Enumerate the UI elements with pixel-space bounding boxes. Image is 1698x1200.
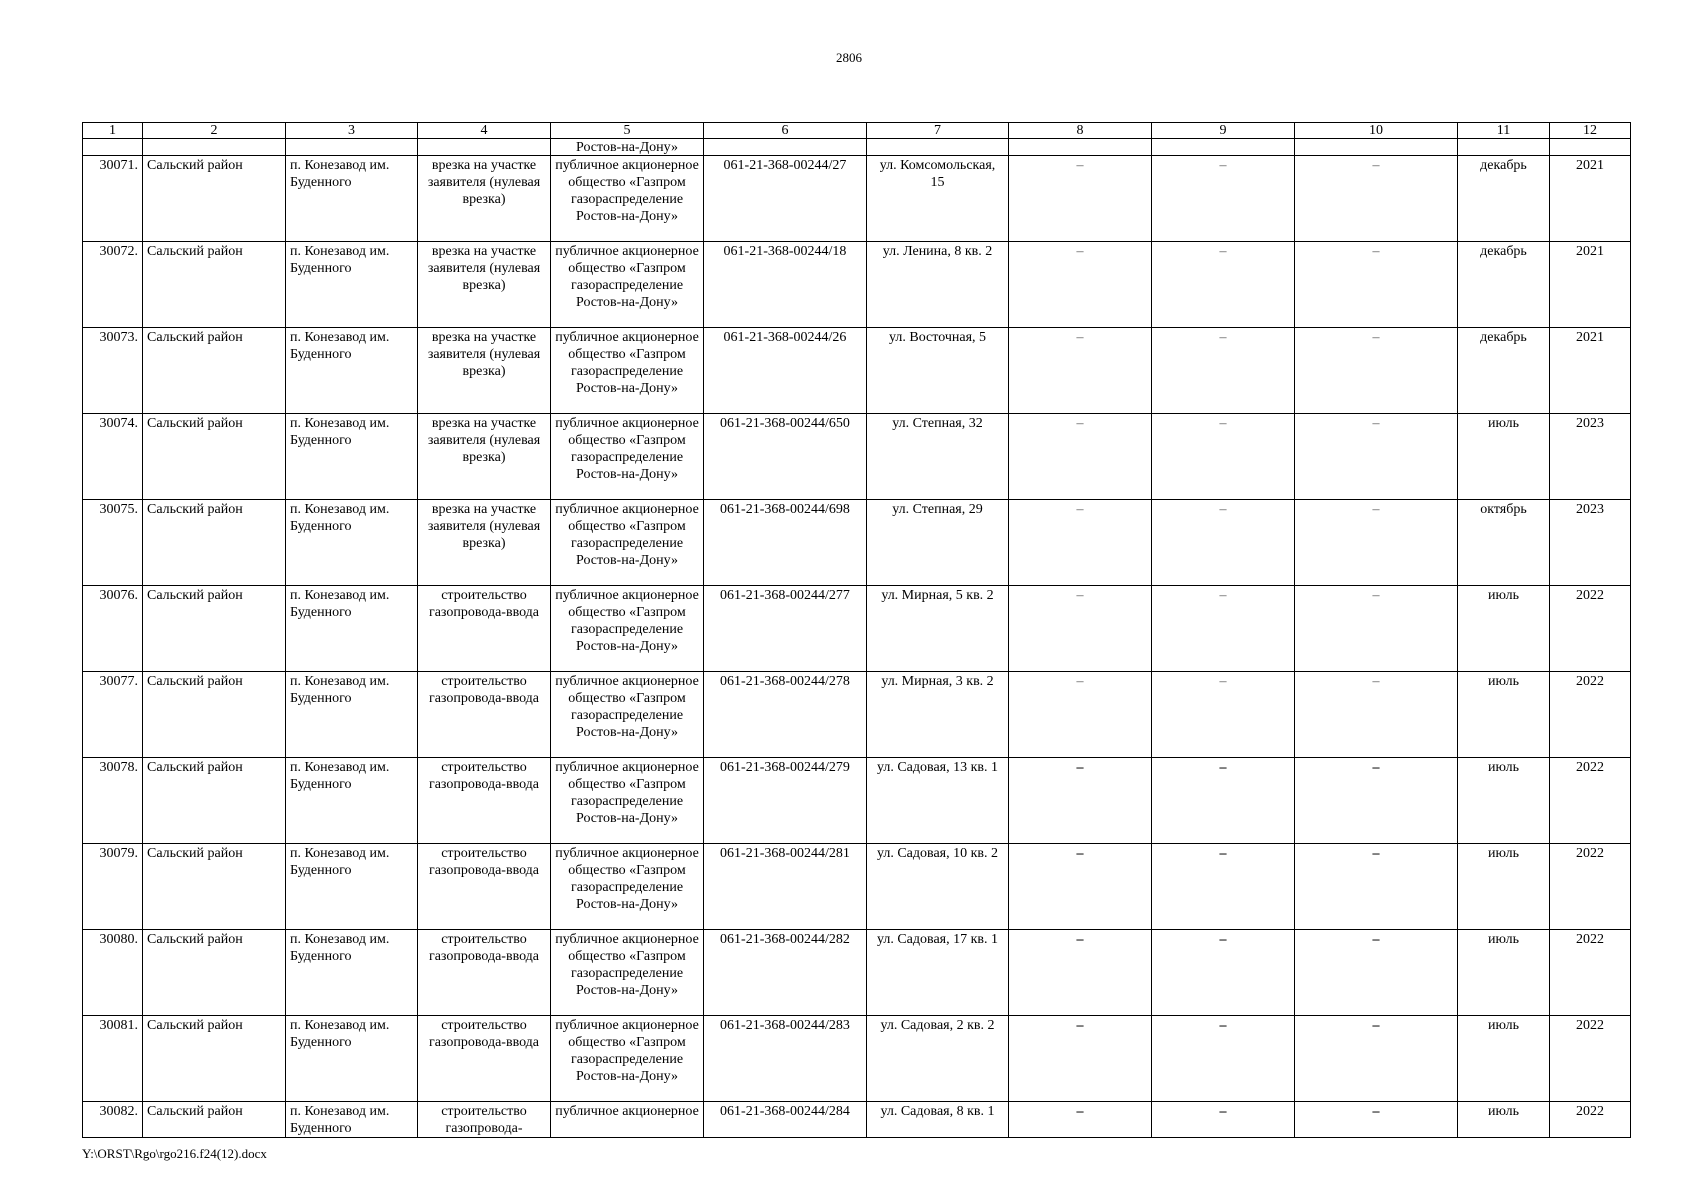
col8-cell: –: [1009, 156, 1152, 242]
col10-cell: –: [1295, 930, 1458, 1016]
month-cell: октябрь: [1458, 500, 1550, 586]
registration-code-cell: 061-21-368-00244/27: [704, 156, 867, 242]
district-cell: Сальский район: [143, 242, 286, 328]
year-cell: 2023: [1550, 500, 1631, 586]
col8-cell: –: [1009, 414, 1152, 500]
table-row: [83, 844, 1631, 930]
address-cell: ул. Мирная, 5 кв. 2: [867, 586, 1009, 672]
col10-cell: –: [1295, 328, 1458, 414]
address-cell: ул. Садовая, 10 кв. 2: [867, 844, 1009, 930]
col10-cell: –: [1295, 414, 1458, 500]
registration-code-cell: 061-21-368-00244/26: [704, 328, 867, 414]
registration-code-cell: 061-21-368-00244/284: [704, 1102, 867, 1138]
table-row: [83, 328, 1631, 414]
col8-cell: –: [1009, 500, 1152, 586]
work-type-cell: врезка на участке заявителя (нулевая врезка): [418, 156, 551, 242]
work-type-cell: строительство газопровода-ввода: [418, 1016, 551, 1102]
settlement-cell: п. Конезавод им. Буденного: [286, 1102, 418, 1138]
table-row: [83, 758, 1631, 844]
organization-cell: публичное акционерное общество «Газпром газораспределение Ростов-на-Дону»: [551, 586, 704, 672]
col8-cell: –: [1009, 672, 1152, 758]
month-cell: июль: [1458, 586, 1550, 672]
registration-code-cell: 061-21-368-00244/281: [704, 844, 867, 930]
column-header: 7: [867, 123, 1009, 139]
row-number: 30082.: [83, 1102, 143, 1138]
organization-cell: публичное акционерное общество «Газпром газораспределение Ростов-на-Дону»: [551, 758, 704, 844]
col10-cell: –: [1295, 156, 1458, 242]
address-cell: ул. Мирная, 3 кв. 2: [867, 672, 1009, 758]
table-row: [83, 500, 1631, 586]
year-cell: 2022: [1550, 672, 1631, 758]
work-type-cell: строительство газопровода-ввода: [418, 930, 551, 1016]
column-header: 8: [1009, 123, 1152, 139]
col10-cell: –: [1295, 1016, 1458, 1102]
year-cell: 2021: [1550, 242, 1631, 328]
col8-cell: –: [1009, 242, 1152, 328]
row-number: 30075.: [83, 500, 143, 586]
row-number: 30081.: [83, 1016, 143, 1102]
work-type-cell: строительство газопровода-ввода: [418, 758, 551, 844]
address-cell: ул. Ленина, 8 кв. 2: [867, 242, 1009, 328]
column-header: 4: [418, 123, 551, 139]
col10-cell: –: [1295, 500, 1458, 586]
district-cell: Сальский район: [143, 930, 286, 1016]
row-number: 30074.: [83, 414, 143, 500]
registration-code-cell: 061-21-368-00244/278: [704, 672, 867, 758]
table-row: [83, 930, 1631, 1016]
year-cell: 2022: [1550, 1102, 1631, 1138]
year-cell: 2022: [1550, 586, 1631, 672]
col8-cell: –: [1009, 844, 1152, 930]
table-row: [83, 156, 1631, 242]
row-number: 30076.: [83, 586, 143, 672]
registration-code-cell: 061-21-368-00244/279: [704, 758, 867, 844]
table-row: [83, 586, 1631, 672]
month-cell: декабрь: [1458, 242, 1550, 328]
column-header: 9: [1152, 123, 1295, 139]
work-type-cell: строительство газопровода-ввода: [418, 586, 551, 672]
month-cell: июль: [1458, 1102, 1550, 1138]
month-cell: июль: [1458, 414, 1550, 500]
organization-cell: публичное акционерное общество «Газпром газораспределение Ростов-на-Дону»: [551, 1016, 704, 1102]
address-cell: ул. Садовая, 2 кв. 2: [867, 1016, 1009, 1102]
settlement-cell: п. Конезавод им. Буденного: [286, 758, 418, 844]
work-type-cell: строительство газопровода-: [418, 1102, 551, 1138]
address-cell: ул. Комсомольская, 15: [867, 156, 1009, 242]
settlement-cell: п. Конезавод им. Буденного: [286, 1016, 418, 1102]
col10-cell: –: [1295, 758, 1458, 844]
year-cell: 2022: [1550, 844, 1631, 930]
col9-cell: –: [1152, 1016, 1295, 1102]
organization-cell: публичное акционерное общество «Газпром газораспределение Ростов-на-Дону»: [551, 414, 704, 500]
settlement-cell: п. Конезавод им. Буденного: [286, 156, 418, 242]
settlement-cell: п. Конезавод им. Буденного: [286, 500, 418, 586]
year-cell: 2021: [1550, 156, 1631, 242]
column-header: 3: [286, 123, 418, 139]
col8-cell: –: [1009, 758, 1152, 844]
year-cell: 2022: [1550, 758, 1631, 844]
organization-cell: публичное акционерное общество «Газпром газораспределение Ростов-на-Дону»: [551, 156, 704, 242]
col9-cell: –: [1152, 328, 1295, 414]
table-row: [83, 1102, 1631, 1138]
col9-cell: –: [1152, 844, 1295, 930]
year-cell: 2022: [1550, 1016, 1631, 1102]
district-cell: Сальский район: [143, 758, 286, 844]
work-type-cell: строительство газопровода-ввода: [418, 672, 551, 758]
settlement-cell: п. Конезавод им. Буденного: [286, 586, 418, 672]
col10-cell: –: [1295, 586, 1458, 672]
organization-cell: публичное акционерное общество «Газпром газораспределение Ростов-на-Дону»: [551, 328, 704, 414]
column-header: 2: [143, 123, 286, 139]
column-header: 12: [1550, 123, 1631, 139]
registration-code-cell: 061-21-368-00244/650: [704, 414, 867, 500]
column-header: 5: [551, 123, 704, 139]
month-cell: декабрь: [1458, 156, 1550, 242]
column-header: 10: [1295, 123, 1458, 139]
col8-cell: –: [1009, 1102, 1152, 1138]
col8-cell: –: [1009, 586, 1152, 672]
month-cell: июль: [1458, 930, 1550, 1016]
district-cell: Сальский район: [143, 844, 286, 930]
year-cell: 2023: [1550, 414, 1631, 500]
work-type-cell: строительство газопровода-ввода: [418, 844, 551, 930]
page-number: 2806: [836, 50, 862, 65]
registration-code-cell: 061-21-368-00244/283: [704, 1016, 867, 1102]
year-cell: 2022: [1550, 930, 1631, 1016]
col10-cell: –: [1295, 844, 1458, 930]
col8-cell: –: [1009, 1016, 1152, 1102]
col9-cell: –: [1152, 242, 1295, 328]
district-cell: Сальский район: [143, 586, 286, 672]
col8-cell: –: [1009, 328, 1152, 414]
organization-cell: публичное акционерное: [551, 1102, 704, 1138]
district-cell: Сальский район: [143, 156, 286, 242]
address-cell: ул. Степная, 32: [867, 414, 1009, 500]
col9-cell: –: [1152, 930, 1295, 1016]
col10-cell: –: [1295, 672, 1458, 758]
col9-cell: –: [1152, 672, 1295, 758]
table-row: [83, 672, 1631, 758]
address-cell: ул. Садовая, 17 кв. 1: [867, 930, 1009, 1016]
settlement-cell: п. Конезавод им. Буденного: [286, 328, 418, 414]
col9-cell: –: [1152, 156, 1295, 242]
month-cell: июль: [1458, 844, 1550, 930]
work-type-cell: врезка на участке заявителя (нулевая врезка): [418, 414, 551, 500]
month-cell: июль: [1458, 1016, 1550, 1102]
row-number: 30077.: [83, 672, 143, 758]
work-type-cell: врезка на участке заявителя (нулевая врезка): [418, 328, 551, 414]
settlement-cell: п. Конезавод им. Буденного: [286, 414, 418, 500]
address-cell: ул. Садовая, 13 кв. 1: [867, 758, 1009, 844]
settlement-cell: п. Конезавод им. Буденного: [286, 930, 418, 1016]
organization-cell: публичное акционерное общество «Газпром газораспределение Ростов-на-Дону»: [551, 500, 704, 586]
column-number-header: [83, 123, 1631, 139]
col9-cell: –: [1152, 414, 1295, 500]
footer-file-path: Y:\ORST\Rgo\rgo216.f24(12).docx: [82, 1146, 267, 1161]
organization-cell: публичное акционерное общество «Газпром газораспределение Ростов-на-Дону»: [551, 242, 704, 328]
registration-code-cell: 061-21-368-00244/282: [704, 930, 867, 1016]
year-cell: 2021: [1550, 328, 1631, 414]
col9-cell: –: [1152, 500, 1295, 586]
col9-cell: –: [1152, 758, 1295, 844]
district-cell: Сальский район: [143, 1016, 286, 1102]
address-cell: ул. Садовая, 8 кв. 1: [867, 1102, 1009, 1138]
row-number: 30071.: [83, 156, 143, 242]
table-row: [83, 242, 1631, 328]
district-cell: Сальский район: [143, 672, 286, 758]
address-cell: ул. Восточная, 5: [867, 328, 1009, 414]
column-header: 1: [83, 123, 143, 139]
district-cell: Сальский район: [143, 500, 286, 586]
registry-table: [82, 122, 1631, 1138]
district-cell: Сальский район: [143, 328, 286, 414]
column-header: 6: [704, 123, 867, 139]
registration-code-cell: 061-21-368-00244/698: [704, 500, 867, 586]
continuation-row: [83, 139, 1631, 156]
table-row: [83, 1016, 1631, 1102]
work-type-cell: врезка на участке заявителя (нулевая врезка): [418, 500, 551, 586]
org-continuation: Ростов-на-Дону»: [551, 139, 704, 156]
organization-cell: публичное акционерное общество «Газпром газораспределение Ростов-на-Дону»: [551, 672, 704, 758]
month-cell: июль: [1458, 672, 1550, 758]
col9-cell: –: [1152, 586, 1295, 672]
row-number: 30080.: [83, 930, 143, 1016]
registration-code-cell: 061-21-368-00244/277: [704, 586, 867, 672]
address-cell: ул. Степная, 29: [867, 500, 1009, 586]
month-cell: июль: [1458, 758, 1550, 844]
settlement-cell: п. Конезавод им. Буденного: [286, 844, 418, 930]
row-number: 30072.: [83, 242, 143, 328]
col9-cell: –: [1152, 1102, 1295, 1138]
column-header: 11: [1458, 123, 1550, 139]
col10-cell: –: [1295, 242, 1458, 328]
organization-cell: публичное акционерное общество «Газпром газораспределение Ростов-на-Дону»: [551, 930, 704, 1016]
registration-code-cell: 061-21-368-00244/18: [704, 242, 867, 328]
col8-cell: –: [1009, 930, 1152, 1016]
row-number: 30073.: [83, 328, 143, 414]
col10-cell: –: [1295, 1102, 1458, 1138]
settlement-cell: п. Конезавод им. Буденного: [286, 672, 418, 758]
row-number: 30078.: [83, 758, 143, 844]
work-type-cell: врезка на участке заявителя (нулевая врезка): [418, 242, 551, 328]
month-cell: декабрь: [1458, 328, 1550, 414]
district-cell: Сальский район: [143, 414, 286, 500]
organization-cell: публичное акционерное общество «Газпром газораспределение Ростов-на-Дону»: [551, 844, 704, 930]
settlement-cell: п. Конезавод им. Буденного: [286, 242, 418, 328]
district-cell: Сальский район: [143, 1102, 286, 1138]
table-row: [83, 414, 1631, 500]
row-number: 30079.: [83, 844, 143, 930]
